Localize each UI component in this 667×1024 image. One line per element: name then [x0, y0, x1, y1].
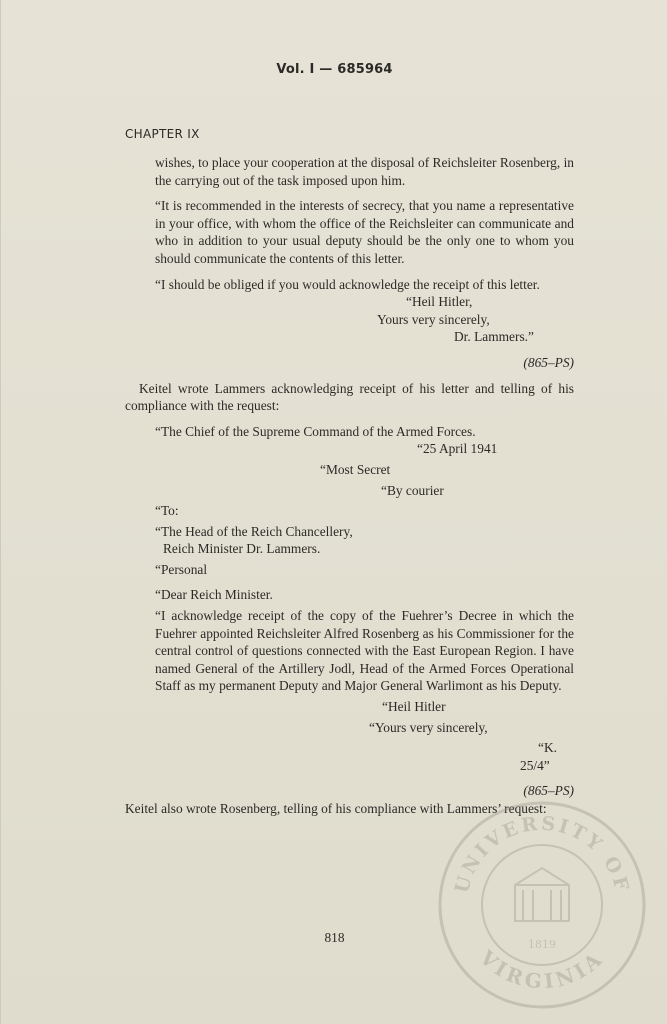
signature-line: “Yours very sincerely, [369, 719, 488, 735]
paragraph-letter-body: “I acknowledge receipt of the copy of the Fuehrer’s Decree in which the Fuehrer appointed Reichsleiter Alfred Rosenberg as his Commissioner for the central control of questions connected with the East European Region. I have named General of the Artillery Jodl, Head of the Armed Forces Operational Staff as my permanent Deputy and Major General Warlimont as his Deputy. [155, 608, 574, 694]
classification-line: “Most Secret [320, 461, 391, 477]
citation: (865–PS) [523, 783, 574, 799]
address-line: Reich Minister Dr. Lammers. [163, 541, 321, 557]
paragraph-narrative: Keitel wrote Lammers acknowledging receipt of his letter and telling of his compliance with the request: [125, 380, 574, 414]
svg-text:VIRGINIA: VIRGINIA [475, 945, 609, 994]
address-block [125, 523, 574, 558]
paragraph-acknowledge: “I should be obliged if you would acknowledge the receipt of this letter. [155, 276, 540, 292]
letter-date: “25 April 1941 [417, 441, 498, 457]
signature-line: “K. [538, 740, 557, 756]
signature-line: 25/4” [520, 757, 550, 773]
signature-line: Yours very sincerely, [377, 311, 490, 327]
svg-text:1819: 1819 [528, 938, 556, 951]
signature-line: Dr. Lammers.” [454, 329, 534, 345]
paragraph-continuation: wishes, to place your cooperation at the disposal of Reichsleiter Rosenberg, in the carrying out of the task imposed upon him. [155, 155, 574, 188]
citation: (865–PS) [523, 354, 574, 370]
svg-text:UNIVERSITY OF: UNIVERSITY OF [450, 812, 634, 896]
page-number: 818 [324, 930, 345, 945]
address-line: “The Head of the Reich Chancellery, [155, 523, 353, 539]
signature-line: “Heil Hitler [382, 699, 446, 715]
chapter-heading: CHAPTER IX [125, 127, 200, 141]
paragraph-secrecy: “It is recommended in the interests of secrecy, that you name a representative in your office, with whom the office of the Reichsleiter can communicate and who in addition to your usual deputy should be the only one to whom you should communicate the contents of this letter. [155, 198, 574, 266]
university-seal-watermark [437, 800, 647, 1010]
personal-line: “Personal [155, 561, 208, 577]
volume-header: Vol. I — 685964 [276, 62, 393, 77]
document-body [125, 154, 574, 818]
paragraph-closing: Keitel also wrote Rosenberg, telling of his compliance with Lammers’ request: [125, 801, 547, 816]
salutation: “Dear Reich Minister. [155, 587, 273, 603]
signature-line: “Heil Hitler, [406, 294, 473, 310]
to-line: “To: [155, 503, 179, 519]
letter-from-line: “The Chief of the Supreme Command of the Armed Forces. [155, 423, 476, 439]
delivery-line: “By courier [381, 482, 444, 498]
